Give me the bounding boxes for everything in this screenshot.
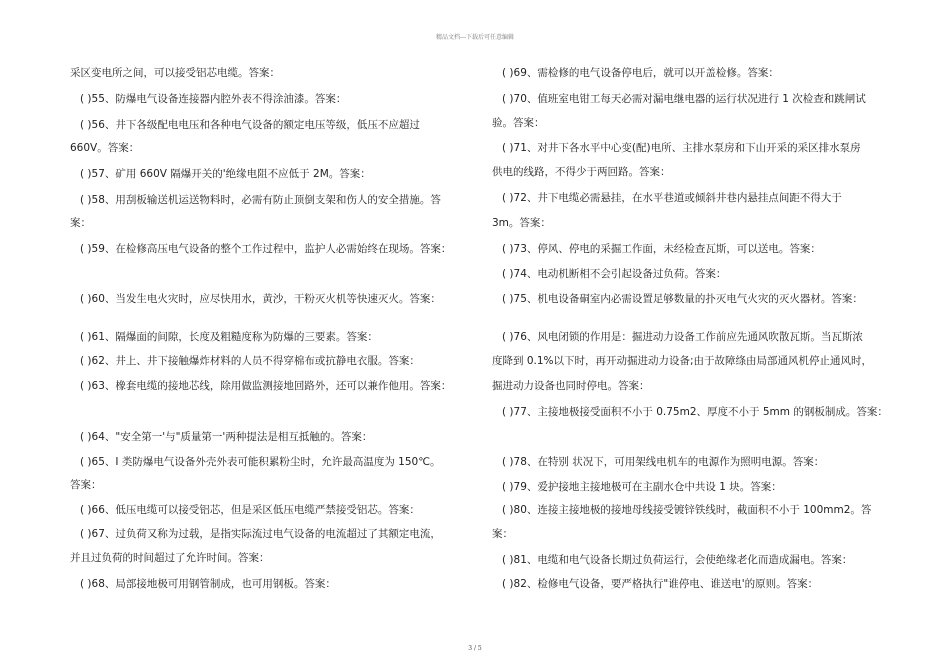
question-69: ( )69、需检修的电气设备停电后，就可以开盖检修。答案： <box>502 67 779 79</box>
question-68: ( )68、局部接地极可用钢管制成，也可用钢板。答案： <box>80 578 336 590</box>
question-55: ( )55、防爆电气设备连接器内腔外表不得涂油漆。答案： <box>80 93 347 105</box>
question-63: ( )63、橡套电缆的接地芯线，除用做监测接地回路外，还可以兼作他用。答案： <box>80 380 452 392</box>
question-78: ( )78、在特别 状况下，可用架线电机车的电源作为照明电源。答案： <box>502 456 825 468</box>
question-56: ( )56、井下各级配电电压和各种电气设备的额定电压等级，低压不应超过 <box>80 119 420 131</box>
text-line: 答案： <box>70 479 102 491</box>
question-75: ( )75、机电设备硐室内必需设置足够数量的扑灭电气火灾的灭火器材。答案： <box>502 293 863 305</box>
question-71: ( )71、对井下各水平中心变(配)电所、主排水泵房和下山开采的采区排水泵房 <box>502 142 861 154</box>
text-line: 供电的线路，不得少于两回路。答案： <box>492 166 671 178</box>
question-58: ( )58、用刮板输送机运送物料时，必需有防止顶倒支架和伤人的安全措施。答 <box>80 194 441 206</box>
question-74: ( )74、电动机断相不会引起设备过负荷。答案： <box>502 268 727 280</box>
text-line: 3m。答案： <box>492 217 551 229</box>
question-64: ( )64、"安全第一'与"质量第一'两种提法是相互抵触的。答案： <box>80 431 373 443</box>
text-line: 度降到 0.1%以下时，再开动掘进动力设备;由于故障绦由局部通风机停止通风时， <box>492 355 873 367</box>
question-72: ( )72、井下电缆必需悬挂，在水平巷道或倾斜井巷内悬挂点间距不得大于 <box>502 192 842 204</box>
question-79: ( )79、爱护接地主接地极可在主副水仓中共设 1 块。答案： <box>502 481 782 493</box>
question-61: ( )61、隔爆面的间隙，长度及粗糙度称为防爆的三要素。答案： <box>80 331 378 343</box>
question-82: ( )82、检修电气设备，要严格执行"谁停电、谁送电'的原则。答案： <box>502 578 819 590</box>
question-60: ( )60、当发生电火灾时，应尽快用水，黄沙，干粉灭火机等快速灭火。答案： <box>80 293 441 305</box>
text-line: 案： <box>492 528 513 540</box>
page-number: 3 / 5 <box>468 645 482 652</box>
question-65: ( )65、I 类防爆电气设备外壳外表可能积累粉尘时，允许最高温度为 150℃。 <box>80 456 441 468</box>
text-line: 并且过负荷的时间超过了允许时间。答案： <box>70 552 270 564</box>
question-57: ( )57、矿用 660V 隔爆开关的'绝缘电阻不应低于 2M。答案： <box>80 168 371 180</box>
question-67: ( )67、过负荷又称为过载，是指实际流过电气设备的电流超过了其额定电流， <box>80 528 441 540</box>
text-line: 掘进动力设备也同时停电。答案： <box>492 380 650 392</box>
text-line: 案： <box>70 217 91 229</box>
question-73: ( )73、停风、停电的采掘工作面，未经检查瓦斯，可以送电。答案： <box>502 243 821 255</box>
question-81: ( )81、电缆和电气设备长期过负荷运行，会使绝缘老化而造成漏电。答案： <box>502 554 853 566</box>
text-line: 采区变电所之间，可以接受铝芯电缆。答案： <box>70 67 280 79</box>
question-66: ( )66、低压电缆可以接受铝芯，但是采区低压电缆严禁接受铝芯。答案： <box>80 504 420 516</box>
question-70: ( )70、值班室电钳工每天必需对漏电继电器的运行状况进行 1 次检查和跳闸试 <box>502 93 866 105</box>
question-59: ( )59、在检修高压电气设备的整个工作过程中，监护人必需始终在现场。答案： <box>80 243 452 255</box>
question-77: ( )77、主接地极接受面积不小于 0.75m2、厚度不小于 5mm 的钢板制成。答案： <box>502 406 888 418</box>
page-header: 精品文档---下载后可任意编辑 <box>435 34 515 41</box>
question-76: ( )76、风电闭锁的作用是：掘进动力设备工作前应先通风吹散瓦斯。当瓦斯浓 <box>502 331 863 343</box>
text-line: 660V。答案： <box>70 142 140 154</box>
text-line: 验。答案： <box>492 117 545 129</box>
question-62: ( )62、井上、井下接触爆炸材料的人员不得穿棉布或抗静电衣服。答案： <box>80 355 420 367</box>
question-80: ( )80、连接主接地极的接地母线接受镀锌铁线时，截面积不小于 100mm2。答 <box>502 504 872 516</box>
